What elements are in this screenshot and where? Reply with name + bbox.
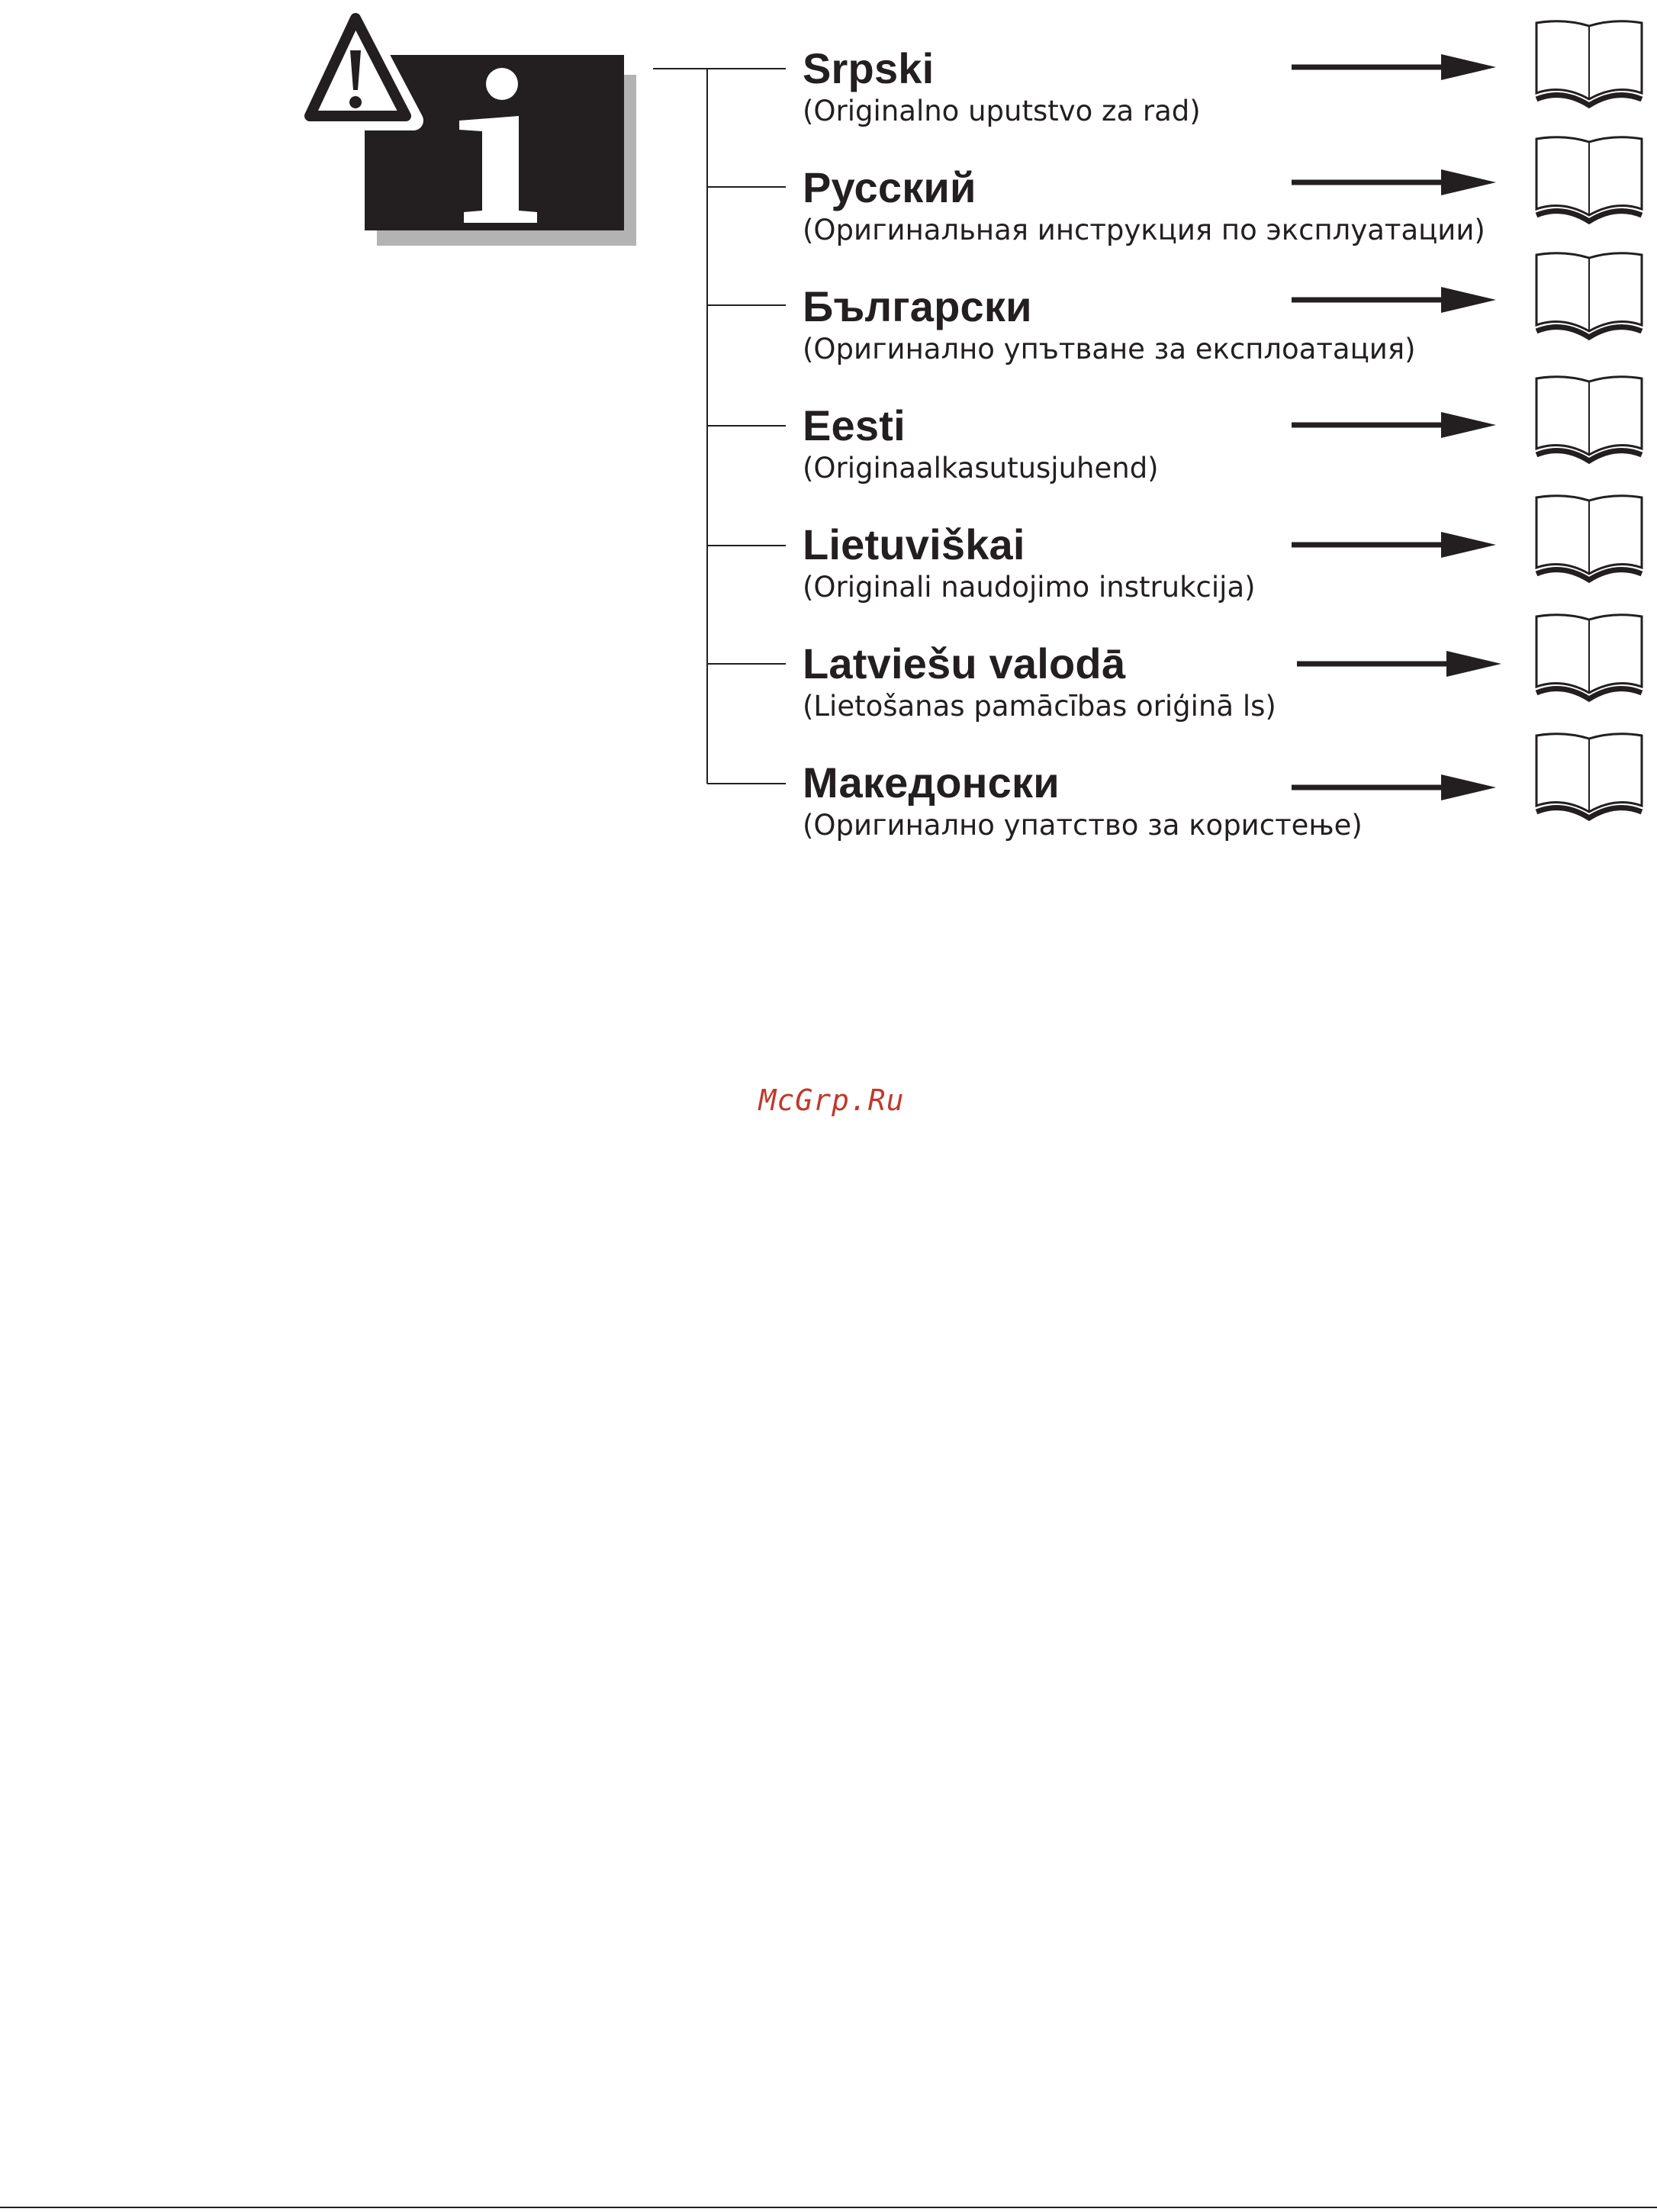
language-name: Latviešu valodā <box>803 639 1126 687</box>
arrow-right-icon <box>1292 526 1498 564</box>
arrow-right-icon <box>1297 645 1503 683</box>
manual-subtitle: (Originali naudojimo instrukcija) <box>803 571 1256 604</box>
arrow-right-icon <box>1292 48 1498 86</box>
arrow-right-icon <box>1292 406 1498 444</box>
manual-subtitle: (Оригинално упътване за експлоатация) <box>803 333 1416 365</box>
open-book-icon <box>1533 613 1645 704</box>
language-name: Srpski <box>803 44 935 92</box>
manual-subtitle: (Оригинальная инструкция по эксплуатации) <box>803 214 1485 246</box>
open-book-icon <box>1533 136 1645 226</box>
manual-subtitle: (Originaalkasutusjuhend) <box>803 452 1159 485</box>
warning-info-icon-group <box>299 8 639 246</box>
open-book-icon <box>1533 252 1645 342</box>
open-book-icon <box>1533 375 1645 465</box>
manual-subtitle: (Lietošanas pamācības oriģinā ls) <box>803 690 1276 723</box>
language-name: Русский <box>803 163 977 211</box>
info-i-icon <box>299 8 639 246</box>
manual-subtitle: (Originalno uputstvo za rad) <box>803 95 1201 127</box>
language-name: Български <box>803 282 1032 330</box>
language-name: Македонски <box>803 758 1060 807</box>
language-name: Lietuviškai <box>803 520 1025 568</box>
open-book-icon <box>1533 494 1645 584</box>
connector-tree <box>648 61 793 794</box>
arrow-right-icon <box>1292 768 1498 807</box>
bottom-divider <box>0 2207 1657 2208</box>
manual-subtitle: (Оригинално упатство за користење) <box>803 809 1363 842</box>
open-book-icon <box>1533 733 1645 823</box>
arrow-right-icon <box>1292 281 1498 319</box>
watermark-text: McGrp.Ru <box>758 1083 905 1117</box>
arrow-right-icon <box>1292 163 1498 201</box>
open-book-icon <box>1533 20 1645 110</box>
language-name: Eesti <box>803 401 906 449</box>
